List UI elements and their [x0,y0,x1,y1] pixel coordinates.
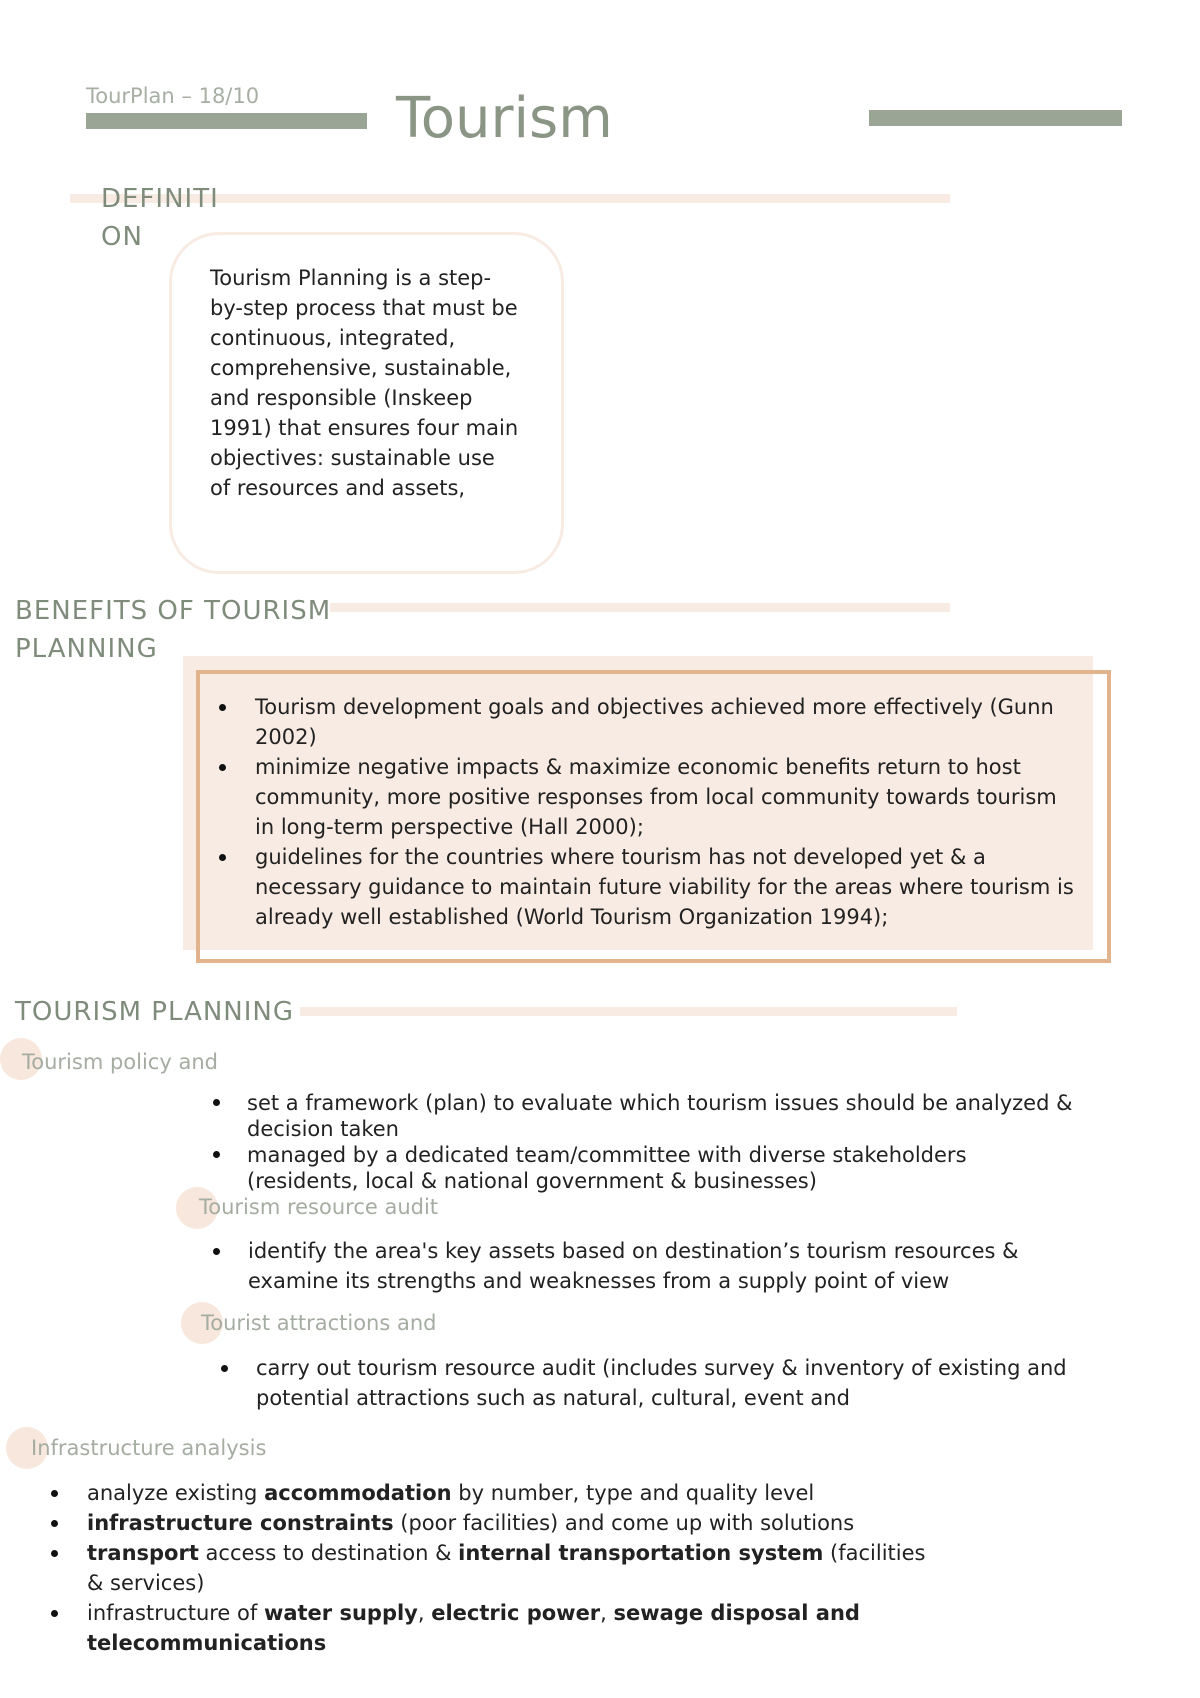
infra-item4-b2: electric power [431,1601,601,1625]
infra-item4-c1: , [417,1601,432,1625]
benefits-heading-line1: BENEFITS OF TOURISM [15,596,332,626]
infra-item4-b1: water supply [263,1601,418,1625]
audit-list [205,1236,1085,1296]
policy-list [205,1090,1075,1194]
audit-text: identify the area's key assets based on destination’s tourism resources & examine its strengths and weaknesses from a supply point of view [248,1239,1019,1293]
policy-item [205,1142,1075,1194]
definition-text: Tourism Planning is a step-by-step process that must be continuous, integrated, comprehensive, sustainable, and responsible (Inskeep 1991) that ensures four main objectives: sustainable use of resources and assets, [210,266,519,500]
attractions-list [213,1353,1083,1413]
planning-heading-bar [300,1007,957,1016]
benefits-heading-line2: PLANNING [15,634,158,664]
infrastructure-list [45,1478,945,1658]
bullet-dot [213,1099,220,1106]
planning-heading: TOURISM PLANNING [15,997,295,1027]
infrastructure-item [45,1508,945,1538]
infra-item4-pre: infrastructure of [87,1601,264,1625]
audit-list-wrap [205,1236,1085,1296]
benefits-list [210,692,1080,932]
header-bar-left [86,113,367,129]
header-bar-right [869,110,1122,126]
attractions-label: Tourist attractions and [201,1311,437,1335]
infra-item2-bold: infrastructure constraints [87,1511,394,1535]
bullet-dot [219,704,226,711]
bullet-dot [51,1490,58,1497]
infra-item3-bold2: internal transportation system [458,1541,824,1565]
attractions-item [213,1353,1083,1413]
policy-text: set a framework (plan) to evaluate which tourism issues should be analyzed & decision taken [247,1091,1073,1141]
definition-heading-line1: DEFINITI [101,184,219,214]
benefits-list-clip [210,692,1080,940]
benefit-item [210,692,1080,752]
policy-item [205,1090,1075,1142]
bullet-dot [219,764,226,771]
infrastructure-item [45,1538,945,1598]
infra-item3-bold1: transport [87,1541,199,1565]
infrastructure-list-clip [45,1478,945,1653]
infrastructure-label: Infrastructure analysis [31,1436,267,1460]
benefit-text: Tourism development goals and objectives achieved more effectively (Gunn 2002) [255,695,1054,749]
bullet-dot [221,1365,228,1372]
infra-item1-bold: accommodation [264,1481,452,1505]
bullet-dot [213,1248,220,1255]
benefit-text: minimize negative impacts & maximize economic benefits return to host community, more positive responses from local community towards tourism in long-term perspective (Hall 2000); [255,755,1057,839]
policy-list-clip [205,1090,1075,1193]
infrastructure-item [45,1478,945,1508]
infra-item3-mid: access to destination & [198,1541,459,1565]
infra-item1-post: by number, type and quality level [451,1481,815,1505]
infra-item4-c2: , [600,1601,614,1625]
bullet-dot [51,1610,58,1617]
infra-item3-post: (facilities & services) [87,1541,926,1595]
attractions-list-clip [213,1353,1083,1413]
bullet-dot [51,1550,58,1557]
definition-heading-line2: ON [101,222,143,252]
bullet-dot [213,1151,220,1158]
doc-subtitle: TourPlan – 18/10 [86,84,260,108]
infra-item1-pre: analyze existing [87,1481,265,1505]
bullet-dot [51,1520,58,1527]
policy-label: Tourism policy and [22,1050,218,1074]
doc-title: Tourism [396,86,613,151]
infrastructure-item [45,1598,945,1658]
audit-item [205,1236,1085,1296]
attractions-text: carry out tourism resource audit (includes survey & inventory of existing and potential attractions such as natural, cultural, event and [256,1356,1067,1410]
infra-item2-post: (poor facilities) and come up with solutions [393,1511,855,1535]
benefit-text: guidelines for the countries where tourism has not developed yet & a necessary guidance to maintain future viability for the areas where tourism is already well established (World Tourism Organization 1994); [255,845,1074,929]
audit-label: Tourism resource audit [199,1195,439,1219]
bullet-dot [219,854,226,861]
benefit-item [210,842,1080,932]
benefits-heading-bar [330,603,950,612]
infra-item4-b3: sewage disposal and telecommunications [87,1601,860,1655]
policy-text: managed by a dedicated team/committee with diverse stakeholders (residents, local & national government & businesses) [247,1143,967,1193]
benefit-item [210,752,1080,842]
